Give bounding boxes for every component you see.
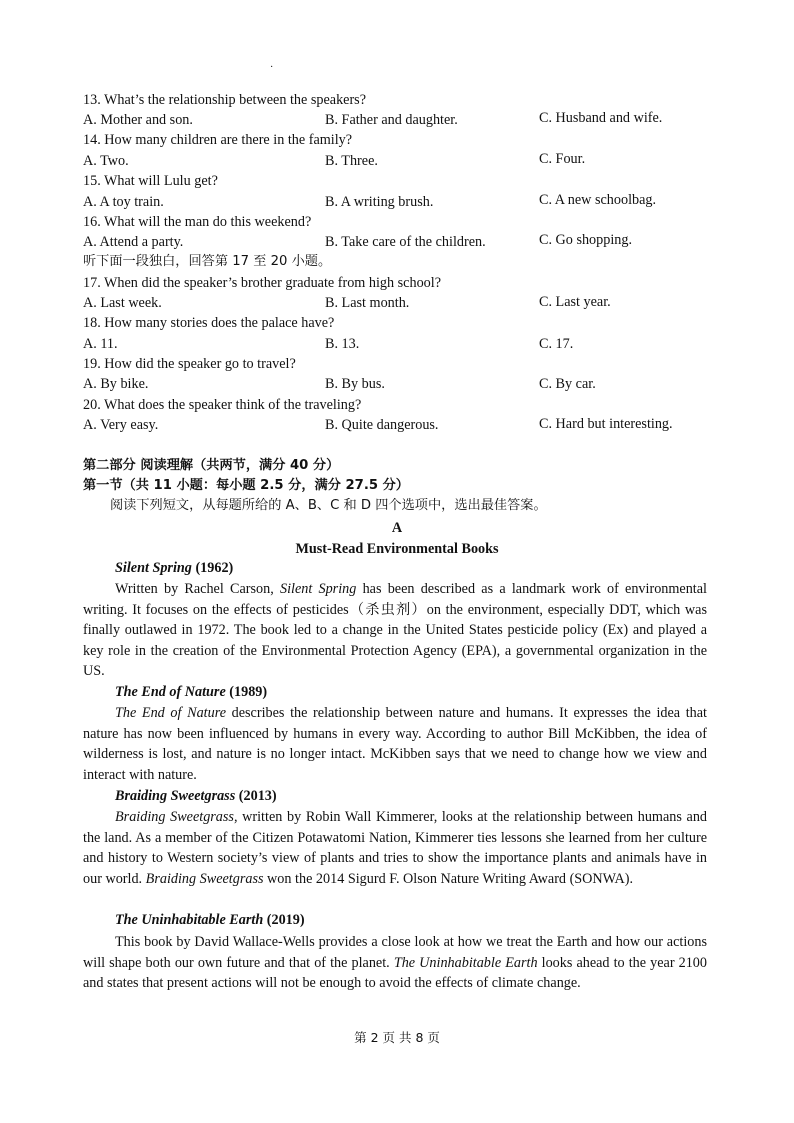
option-a: A. A toy train. — [83, 194, 164, 210]
reading-instruction: 阅读下列短文，从每题所给的 A、B、C 和 D 四个选项中，选出最佳答案。 — [110, 498, 547, 513]
book-title-text: The End of Nature — [115, 684, 226, 700]
option-c: C. Go shopping. — [539, 232, 633, 248]
option-c: C. A new schoolbag. — [539, 192, 657, 208]
option-c: C. Husband and wife. — [539, 110, 663, 126]
book-year: (1962) — [195, 560, 234, 576]
part2-heading: 第二部分 阅读理解（共两节，满分 40 分） — [83, 458, 340, 473]
para-italic-title: The Uninhabitable Earth — [393, 954, 538, 971]
option-c: C. Four. — [539, 151, 586, 167]
para-text: Written by Rachel Carson, — [115, 581, 280, 597]
options-19 — [83, 375, 723, 393]
scan-speck: · — [270, 62, 274, 73]
para-text: looks ahead to the year 2100 and states that present actions will not be enough to avoid the effects of climate change. — [83, 954, 707, 992]
options-18 — [83, 335, 723, 353]
question-20: 20. What does the speaker think of the traveling? — [83, 397, 362, 413]
passage-letter: A — [391, 520, 403, 536]
book-paragraph-1 — [83, 579, 707, 682]
book-year: (2013) — [238, 788, 277, 804]
option-c: C. 17. — [539, 336, 574, 352]
option-b: B. Last month. — [325, 295, 410, 311]
book-title-4 — [115, 911, 305, 929]
book-title-text: The Uninhabitable Earth — [115, 912, 264, 928]
option-b: B. Father and daughter. — [325, 112, 458, 128]
option-a: A. By bike. — [83, 376, 149, 392]
question-16: 16. What will the man do this weekend? — [83, 214, 312, 230]
passage-title: Must-Read Environmental Books — [295, 541, 499, 557]
option-b: B. By bus. — [325, 376, 385, 392]
question-18: 18. How many stories does the palace have? — [83, 315, 335, 331]
para-text: won the 2014 Sigurd F. Olson Nature Writing Award (SONWA). — [263, 870, 634, 887]
book-title-1 — [115, 559, 233, 577]
para-text: This book by David Wallace-Wells provides a close look at how we treat the Earth and how our actions will shape both our own future and that of the planet. — [83, 934, 707, 971]
book-paragraph-4 — [83, 932, 707, 994]
option-c: C. By car. — [539, 376, 596, 392]
book-year: (2019) — [266, 912, 305, 928]
option-b: B. Quite dangerous. — [325, 417, 439, 433]
options-14 — [83, 152, 723, 170]
book-paragraph-2 — [83, 703, 707, 785]
question-15: 15. What will Lulu get? — [83, 173, 218, 189]
option-b: B. Take care of the children. — [325, 234, 486, 250]
option-c: C. Last year. — [539, 294, 611, 310]
options-17 — [83, 294, 723, 312]
option-c: C. Hard but interesting. — [539, 416, 673, 432]
para-italic-title: Silent Spring — [279, 581, 357, 597]
para-italic-title: Braiding Sweetgrass — [145, 870, 264, 887]
option-a: A. Attend a party. — [83, 234, 184, 250]
para-italic-title: The End of Nature — [115, 705, 226, 721]
options-13 — [83, 111, 723, 129]
book-title-3 — [115, 787, 277, 805]
book-title-text: Silent Spring — [115, 560, 192, 576]
option-a: A. Mother and son. — [83, 112, 193, 128]
option-a: A. 11. — [83, 336, 118, 352]
question-17: 17. When did the speaker’s brother graduate from high school? — [83, 275, 441, 291]
question-14: 14. How many children are there in the family? — [83, 132, 353, 148]
monologue-instruction: 听下面一段独白，回答第 17 至 20 小题。 — [83, 254, 332, 269]
options-16 — [83, 233, 723, 251]
option-a: A. Two. — [83, 153, 129, 169]
options-15 — [83, 193, 723, 211]
option-a: A. Last week. — [83, 295, 162, 311]
para-text: has been described as a landmark work of environmental writing. It focuses on the effects of pesticides（杀虫剂）on the environment, especially DDT, which was finally outlawed in 1972. The book led to a change in the United States pesticide policy (Ex) and played a key role in the creation of the Environmental Protection Agency (EPA), a governmental organization in the US. — [83, 581, 707, 680]
option-a: A. Very easy. — [83, 417, 159, 433]
para-italic-title: Braiding Sweetgrass — [115, 809, 234, 825]
question-13: 13. What’s the relationship between the speakers? — [83, 92, 367, 108]
option-b: B. 13. — [325, 336, 360, 352]
book-year: (1989) — [229, 684, 268, 700]
option-b: B. A writing brush. — [325, 194, 434, 210]
section1-heading: 第一节（共 11 小题：每小题 2.5 分，满分 27.5 分） — [83, 478, 409, 493]
option-b: B. Three. — [325, 153, 378, 169]
page-footer: 第 2 页 共 8 页 — [354, 1030, 440, 1045]
book-paragraph-3 — [83, 807, 707, 889]
book-title-text: Braiding Sweetgrass — [115, 788, 236, 804]
options-20 — [83, 416, 723, 434]
question-19: 19. How did the speaker go to travel? — [83, 356, 296, 372]
para-text: , written by Robin Wall Kimmerer, looks at the relationship between humans and the land. As a member of the Citizen Potawatomi Nation, Kimmerer ties lessons she learned from her culture and history to Western society’s view of plants and tries to show the importance plants and animals have in our world. — [83, 809, 708, 887]
para-text: describes the relationship between nature and humans. It expresses the idea that nature has now been influenced by humans in every way. According to author Bill McKibben, the idea of wilderness is lost, and nature is no longer intact. McKibben says that we need to change how we view and interact with nature. — [83, 705, 707, 783]
book-title-2 — [115, 683, 267, 701]
